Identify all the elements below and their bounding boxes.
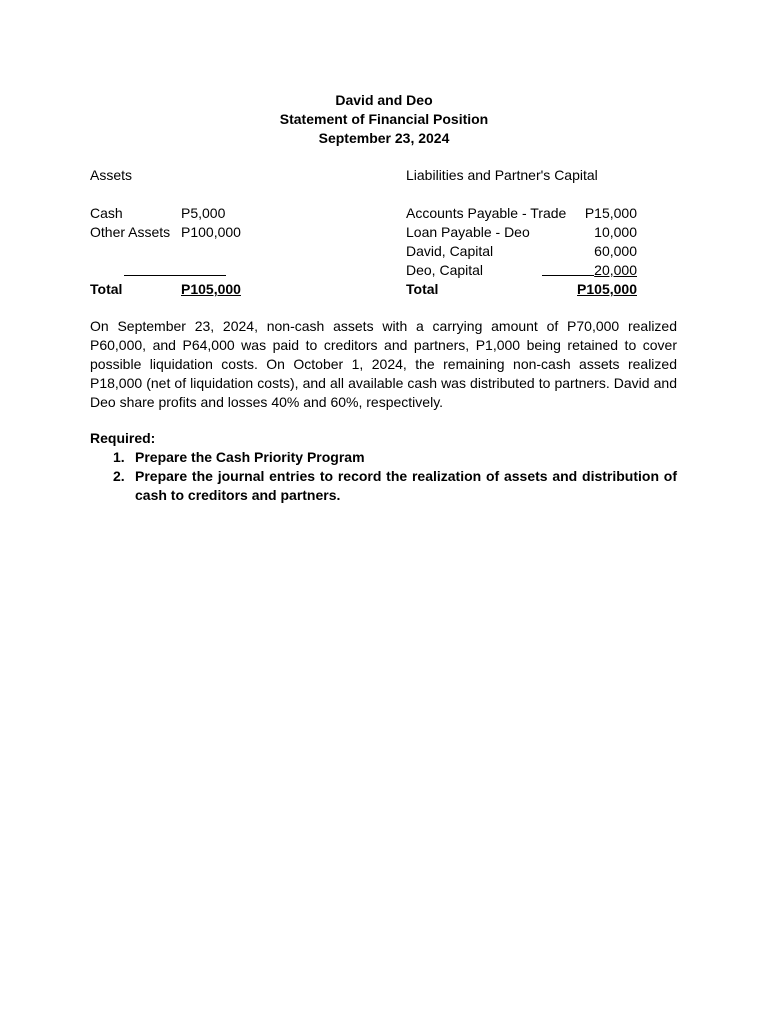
liabilities-subtotal-rule <box>542 275 594 276</box>
liabilities-total-amount: P105,000 <box>577 281 637 297</box>
required-item-number: 1. <box>113 449 125 465</box>
liability-label: Accounts Payable - Trade <box>406 205 567 221</box>
required-item-number: 2. <box>113 468 125 484</box>
problem-paragraph: On September 23, 2024, non-cash assets with a carrying amount of P70,000 realized P60,000, and P64,000 was paid to creditors and partners, P1,000 being retained to cover possible liquidation costs. On October 1, 2024, the remaining non-cash assets realized P18,000 (net of liquidation costs), and all available cash was distributed to partners. David and Deo share profits and losses 40% and 60%, respectively. <box>90 318 677 410</box>
required-item-text: Prepare the Cash Priority Program <box>135 449 365 465</box>
company-name: David and Deo <box>335 92 433 108</box>
assets-total-label: Total <box>90 281 123 297</box>
assets-heading: Assets <box>90 167 133 183</box>
required-list <box>90 448 677 505</box>
liabilities-total-row <box>0 280 768 299</box>
assets-subtotal-rule <box>124 275 226 276</box>
required-item <box>90 448 677 467</box>
required-item-text: Prepare the journal entries to record the realization of assets and distribution of cash to creditors and partners. <box>135 468 677 503</box>
statement-title: Statement of Financial Position <box>279 111 489 127</box>
liabilities-total-label: Total <box>406 281 439 297</box>
assets-total-amount: P105,000 <box>181 281 241 297</box>
required-section <box>90 429 677 505</box>
liability-amount: 60,000 <box>594 243 637 259</box>
liability-label: Loan Payable - Deo <box>406 224 530 240</box>
liabilities-heading: Liabilities and Partner's Capital <box>406 167 598 183</box>
liability-amount: P15,000 <box>584 205 637 221</box>
asset-amount: P100,000 <box>181 224 241 240</box>
required-item <box>90 467 677 505</box>
asset-label: Other Assets <box>90 224 171 240</box>
liability-label: David, Capital <box>406 243 494 259</box>
liability-amount: 10,000 <box>594 224 637 240</box>
statement-date: September 23, 2024 <box>318 130 450 146</box>
liability-row-david-capital <box>0 242 768 261</box>
liability-row-deo-capital <box>0 261 768 280</box>
liability-row-accounts-payable <box>0 204 768 223</box>
liability-label: Deo, Capital <box>406 262 484 278</box>
asset-amount: P5,000 <box>181 205 226 221</box>
liability-row-loan-payable <box>0 223 768 242</box>
required-label: Required: <box>90 430 156 446</box>
asset-label: Cash <box>90 205 123 221</box>
liability-amount: 20,000 <box>594 262 637 278</box>
statement-header <box>0 91 768 148</box>
